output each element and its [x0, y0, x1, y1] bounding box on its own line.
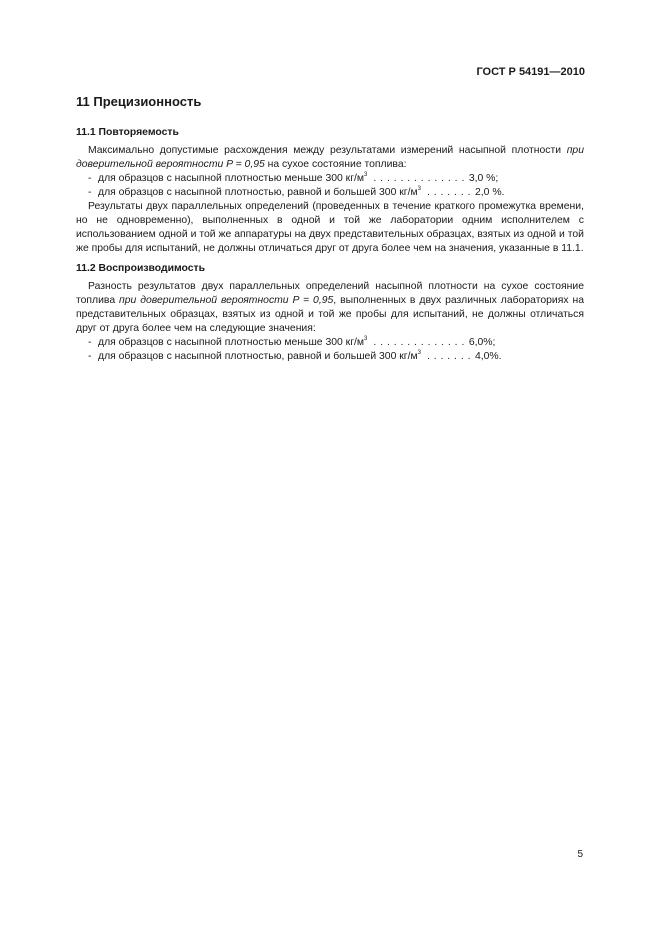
list-item: - для образцов с насыпной плотностью, равной и большей 300 $кг/м^3$ . . . . . . . 4,0%.: [88, 350, 502, 362]
document-body: [76, 94, 584, 364]
document-code: ГОСТ Р 54191—2010: [476, 66, 585, 78]
list-item: - для образцов с насыпной плотностью меньше 300 $кг/м^3$ . . . . . . . . . . . . . . 3,0 %;: [88, 172, 499, 184]
reproducibility-intro: Разность результатов двух параллельных определений насыпной плотности на сухое состояние топлива при доверительной вероятности P = 0,95, выполненных в двух различных лабораториях на представительных образцах, взятых из одной и той же пробы для испытаний, не должны отличаться друг от друга более чем на следующие значения:: [76, 281, 584, 334]
repeatability-intro: Максимально допустимые расхождения между результатами измерений насыпной плотности при доверительной вероятности P = 0,95 на сухое состояние топлива:: [76, 145, 584, 170]
subsection-title-reproducibility: 11.2 Воспроизводимость: [76, 263, 206, 274]
page-number: 5: [577, 849, 583, 860]
list-item: - для образцов с насыпной плотностью, равной и большей 300 $кг/м^3$ . . . . . . . 2,0 %.: [88, 186, 505, 198]
repeatability-paragraph: Результаты двух параллельных определений (проведенных в течение краткого промежутка времени, но не одновременно), выполненных в одной и той же лаборатории одним исполнителем с использованием одной и той же аппаратуры на двух представительных образцах, взятых из одной и той же пробы для испытаний, не должны отличаться друг от друга более чем на значения, указанные в 11.1.: [76, 201, 584, 254]
list-item: - для образцов с насыпной плотностью меньше 300 $кг/м^3$ . . . . . . . . . . . . . . 6,0%;: [88, 336, 496, 348]
section-title: 11 Прецизионность: [76, 94, 202, 109]
subsection-title-repeatability: 11.1 Повторяемость: [76, 127, 179, 138]
